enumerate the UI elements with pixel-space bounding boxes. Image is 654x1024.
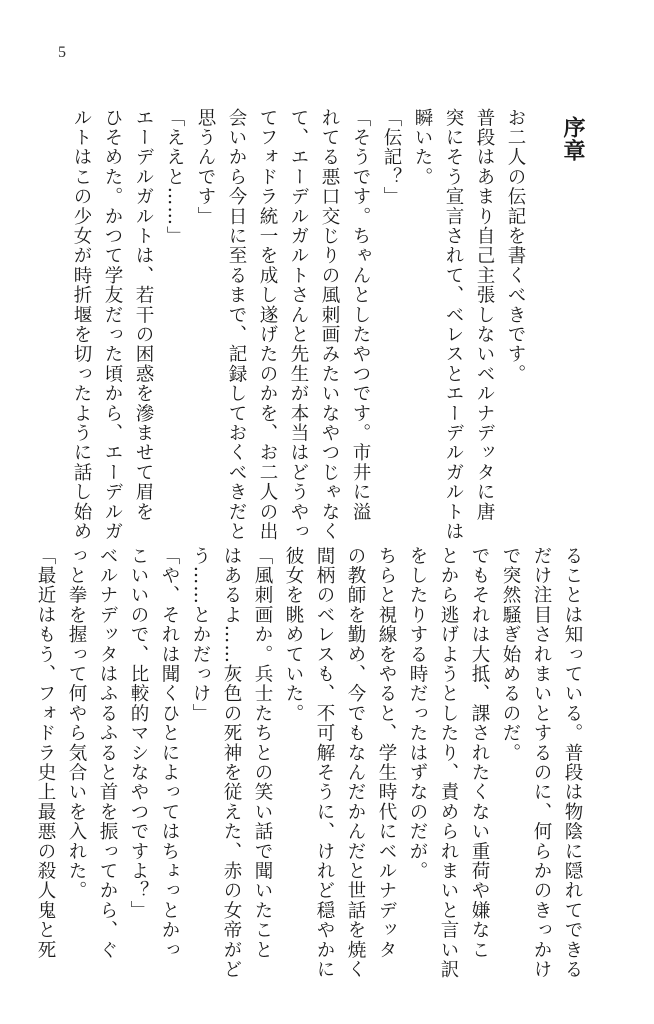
lower-text-block bbox=[35, 546, 588, 980]
text-line: 「風刺画か。兵士たちとの笑い話で聞いたこと bbox=[252, 546, 273, 960]
text-line: ルトはこの少女が時折堰を切ったように話し始め bbox=[71, 108, 92, 542]
text-line: ることは知っている。普段は物陰に隠れてできる bbox=[562, 546, 583, 980]
text-line: う……とかだっけ」 bbox=[190, 546, 211, 724]
text-line: っと拳を握って何やら気合いを入れた。 bbox=[66, 546, 87, 901]
text-line: 会いから今日に至るまで、記録しておくべきだと bbox=[226, 108, 247, 542]
text-line: 彼女を眺めていた。 bbox=[283, 546, 304, 724]
text-line: 普段はあまり自己主張しないベルナデッタに唐 bbox=[474, 108, 495, 522]
text-line: をしたりする時だったはずなのだが。 bbox=[407, 546, 428, 881]
text-line: はあるよ……灰色の死神を従えた、赤の女帝がど bbox=[221, 546, 242, 980]
text-line: こいいので、比較的マシなやつですよ？」 bbox=[128, 546, 149, 921]
text-line: てフォドラ統一を成し遂げたのかを、お二人の出 bbox=[257, 108, 278, 542]
text-line: 思うんです」 bbox=[195, 108, 216, 227]
text-line: 「ええと……」 bbox=[164, 108, 185, 246]
text-line: だけ注目されまいとするのに、何らかのきっかけ bbox=[531, 546, 552, 980]
chapter-heading: 序章 bbox=[560, 116, 586, 163]
upper-text-block bbox=[71, 108, 588, 542]
text-line: て、エーデルガルトさんと先生が本当はどうやっ bbox=[288, 108, 309, 542]
page-number: 5 bbox=[58, 44, 66, 61]
text-line: れてる悪口交じりの風刺画みたいなやつじゃなく bbox=[319, 108, 340, 542]
text-line: 「最近はもう、フォドラ史上最悪の殺人鬼と死 bbox=[35, 546, 56, 960]
text-line: 「や、それは聞くひとによってはちょっとかっ bbox=[159, 546, 180, 960]
text-line: 「そうです。ちゃんとしたやつです。市井に溢 bbox=[350, 108, 371, 522]
text-line: 突にそう宣言されて、ベレスとエーデルガルトは bbox=[443, 108, 464, 542]
text-line: とから逃げようとしたり、責められまいと言い訳 bbox=[438, 546, 459, 980]
text-line: 「伝記？」 bbox=[381, 108, 402, 207]
text-line: ベルナデッタはふるふると首を振ってから、ぐ bbox=[97, 546, 118, 960]
text-line: の教師を勤め、今でもなんだかんだと世話を焼く bbox=[345, 546, 366, 980]
text-line: ちらと視線をやると、学生時代にベルナデッタ bbox=[376, 546, 397, 960]
text-line: 間柄のベレスも、不可解そうに、けれど穏やかに bbox=[314, 546, 335, 980]
text-line: でもそれは大抵、課されたくない重荷や嫌なこ bbox=[469, 546, 490, 960]
text-line: で突然騒ぎ始めるのだ。 bbox=[500, 546, 521, 763]
text-line: ひそめた。かつて学友だった頃から、エーデルガ bbox=[102, 108, 123, 542]
text-line: 瞬いた。 bbox=[412, 108, 433, 187]
text-line: エーデルガルトは、若干の困惑を滲ませて眉を bbox=[133, 108, 154, 522]
text-line: お二人の伝記を書くべきです。 bbox=[505, 108, 526, 384]
